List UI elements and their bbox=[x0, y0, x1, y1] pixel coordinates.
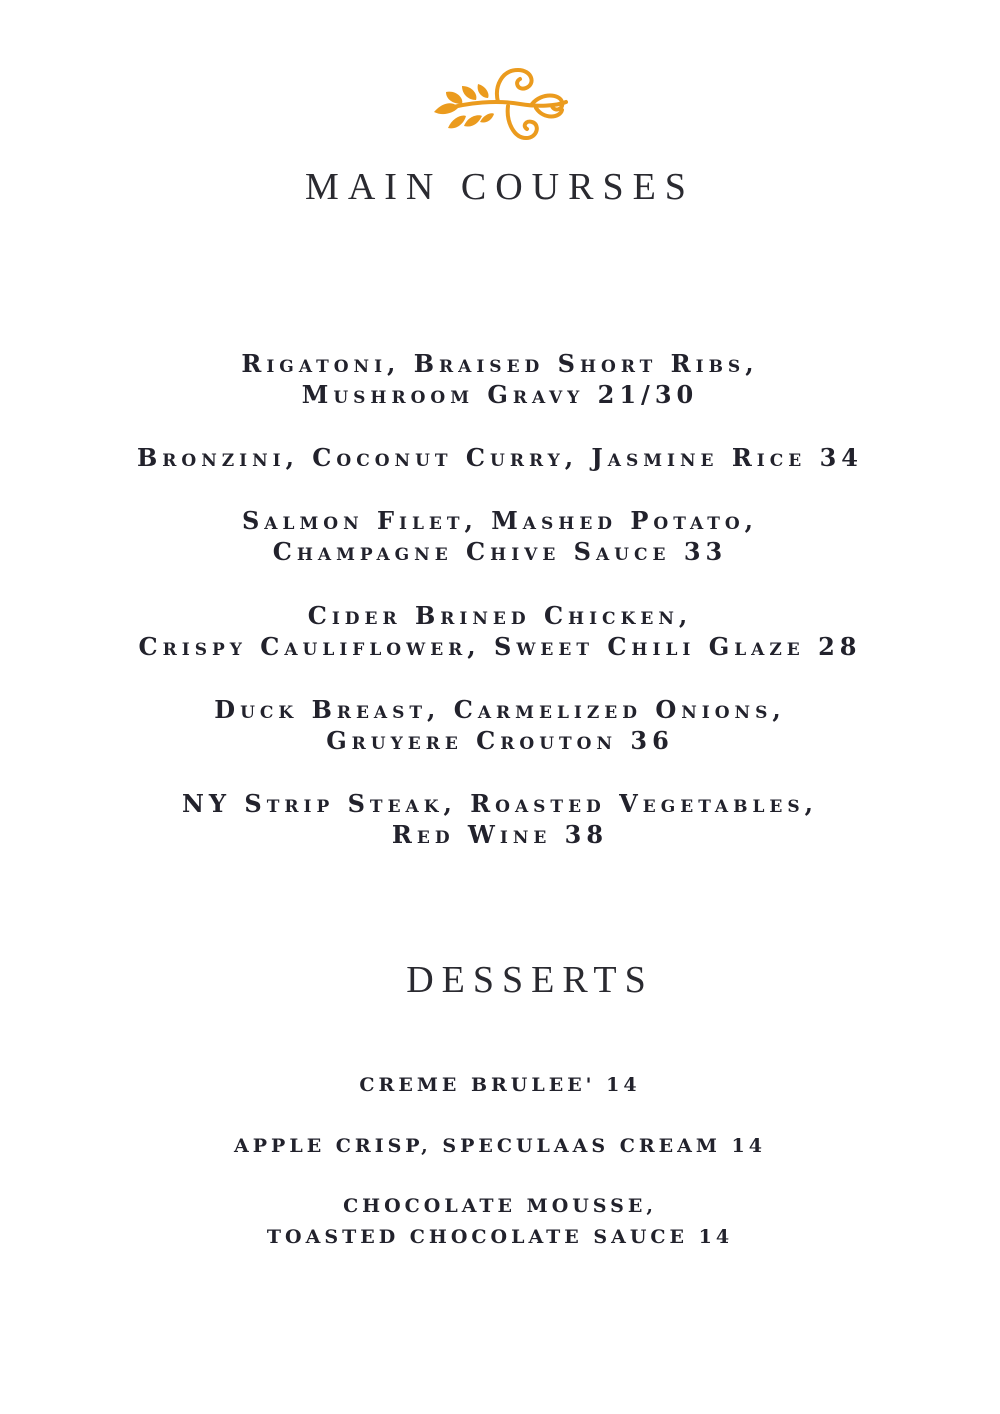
menu-item-line: Gruyere Crouton 36 bbox=[326, 726, 674, 755]
menu-item-line: Cider Brined Chicken, bbox=[307, 601, 693, 630]
menu-item-line: Duck Breast, Carmelized Onions, bbox=[214, 695, 786, 724]
menu-item-chicken bbox=[0, 600, 1000, 662]
menu-item-rigatoni bbox=[0, 348, 1000, 410]
dessert-item-line: APPLE CRISP, SPECULAAS CREAM 14 bbox=[234, 1135, 766, 1157]
menu-item-line: Bronzini, Coconut Curry, Jasmine Rice 34 bbox=[136, 443, 864, 472]
menu-item-bronzini bbox=[0, 442, 1000, 473]
menu-item-line: Red Wine 38 bbox=[391, 820, 609, 849]
main-courses-title: MAIN COURSES bbox=[305, 166, 695, 208]
dessert-item-line: TOASTED CHOCOLATE SAUCE 14 bbox=[266, 1226, 734, 1248]
menu-item-line: Salmon Filet, Mashed Potato, bbox=[241, 506, 759, 535]
menu-item-line: Crispy Cauliflower, Sweet Chili Glaze 28 bbox=[138, 632, 862, 661]
leaf-flourish-icon bbox=[428, 62, 572, 152]
menu-item-line: NY Strip Steak, Roasted Vegetables, bbox=[181, 789, 819, 818]
dessert-item-line: CREME BRULEE' 14 bbox=[359, 1074, 641, 1096]
dessert-item-creme-brulee bbox=[0, 1070, 1000, 1101]
menu-item-steak bbox=[0, 788, 1000, 850]
menu-item-line: Rigatoni, Braised Short Ribs, bbox=[241, 349, 759, 378]
menu-item-line: Mushroom Gravy 21/30 bbox=[301, 380, 699, 409]
menu-item-duck bbox=[0, 694, 1000, 756]
dessert-item-line: CHOCOLATE MOUSSE, bbox=[343, 1195, 657, 1217]
menu-item-line: Champagne Chive Sauce 33 bbox=[272, 537, 728, 566]
dessert-item-chocolate-mousse bbox=[0, 1191, 1000, 1253]
desserts-title: DESSERTS bbox=[406, 959, 654, 1001]
dessert-item-apple-crisp bbox=[0, 1131, 1000, 1162]
menu-item-salmon bbox=[0, 505, 1000, 567]
